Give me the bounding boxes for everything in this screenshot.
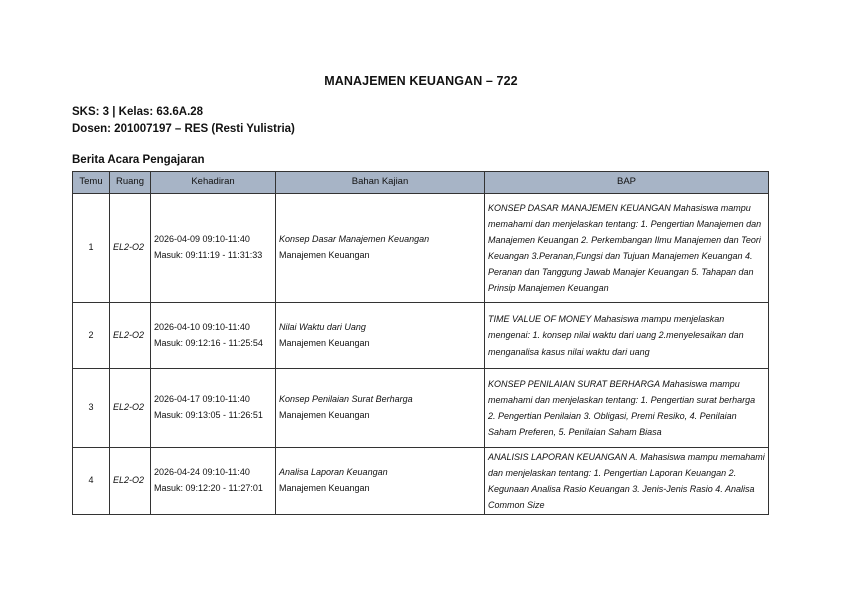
table-row <box>73 194 769 303</box>
cell-ruang: EL2-O2 <box>110 448 151 515</box>
bahan-topik: Konsep Penilaian Surat Berharga <box>279 394 413 405</box>
header-ruang: Ruang <box>110 172 151 194</box>
bahan-matkul: Manajemen Keuangan <box>279 250 370 260</box>
cell-kehadiran <box>151 448 276 515</box>
kehadiran-masuk: Masuk: 09:12:20 - 11:27:01 <box>154 483 263 494</box>
cell-ruang: EL2-O2 <box>110 194 151 303</box>
kehadiran-jadwal: 2026-04-10 09:10-11:40 <box>154 321 250 332</box>
header-bap: BAP <box>485 172 769 194</box>
kehadiran-jadwal: 2026-04-24 09:10-11:40 <box>154 467 250 478</box>
bahan-matkul: Manajemen Keuangan <box>279 483 370 494</box>
header-kehadiran: Kehadiran <box>151 172 276 194</box>
cell-bap: TIME VALUE OF MONEY Mahasiswa mampu menjelaskan mengenai: 1. konsep nilai waktu dari uang 2.menyelesaikan dan menganalisa kasus nilai waktu dari uang <box>485 303 769 369</box>
cell-bahan-kajian <box>276 369 485 448</box>
kehadiran-masuk: Masuk: 09:13:05 - 11:26:51 <box>154 410 263 420</box>
cell-bahan-kajian <box>276 448 485 515</box>
kehadiran-jadwal: 2026-04-17 09:10-11:40 <box>154 394 250 405</box>
dosen-line: Dosen: 201007197 – RES (Resti Yulistria) <box>72 123 295 135</box>
cell-temu: 2 <box>73 303 110 369</box>
cell-bahan-kajian <box>276 303 485 369</box>
bahan-matkul: Manajemen Keuangan <box>279 410 370 420</box>
cell-ruang: EL2-O2 <box>110 303 151 369</box>
cell-bap: KONSEP DASAR MANAJEMEN KEUANGAN Mahasiswa mampu memahami dan menjelaskan tentang: 1. Pengertian Manajemen dan Manajemen Keuangan 2. Perkembangan Ilmu Manajemen dan Teori Keuangan 3.Peranan,Fungsi dan Tujuan Manajemen Keuangan 4. Peranan dan Tanggung Jawab Manajer Keuangan 5. Tahapan dan Prinsip Manajemen Keuangan <box>485 194 769 303</box>
cell-bahan-kajian <box>276 194 485 303</box>
cell-ruang: EL2-O2 <box>110 369 151 448</box>
table-row <box>73 448 769 515</box>
table-row <box>73 369 769 448</box>
cell-kehadiran <box>151 303 276 369</box>
cell-temu: 4 <box>73 448 110 515</box>
cell-temu: 1 <box>73 194 110 303</box>
bahan-topik: Konsep Dasar Manajemen Keuangan <box>279 234 430 245</box>
cell-temu: 3 <box>73 369 110 448</box>
table-header-row <box>73 172 769 194</box>
bahan-topik: Analisa Laporan Keuangan <box>279 467 388 478</box>
cell-bap: KONSEP PENILAIAN SURAT BERHARGA Mahasiswa mampu memahami dan menjelaskan tentang: 1. Pengertian surat berharga 2. Pengertian Penilaian 3. Obligasi, Premi Resiko, 4. Penilaian Saham Preferen, 5. Penilaian Saham Biasa <box>485 369 769 448</box>
header-bahan-kajian: Bahan Kajian <box>276 172 485 194</box>
bap-table <box>72 171 769 515</box>
header-temu: Temu <box>73 172 110 194</box>
kehadiran-jadwal: 2026-04-09 09:10-11:40 <box>154 234 250 245</box>
bahan-matkul: Manajemen Keuangan <box>279 337 370 348</box>
bahan-topik: Nilai Waktu dari Uang <box>279 321 366 332</box>
section-title: Berita Acara Pengajaran <box>72 154 205 166</box>
cell-kehadiran <box>151 194 276 303</box>
page-title: MANAJEMEN KEUANGAN – 722 <box>324 74 518 88</box>
cell-kehadiran <box>151 369 276 448</box>
sks-kelas-line: SKS: 3 | Kelas: 63.6A.28 <box>72 106 204 118</box>
table-row <box>73 303 769 369</box>
kehadiran-masuk: Masuk: 09:12:16 - 11:25:54 <box>154 337 263 348</box>
kehadiran-masuk: Masuk: 09:11:19 - 11:31:33 <box>154 250 263 260</box>
cell-bap: ANALISIS LAPORAN KEUANGAN A. Mahasiswa mampu memahami dan menjelaskan tentang: 1. Pengertian Laporan Keuangan 2. Kegunaan Analisa Rasio Keuangan 3. Jenis-Jenis Rasio 4. Analisa Common Size <box>485 448 769 515</box>
